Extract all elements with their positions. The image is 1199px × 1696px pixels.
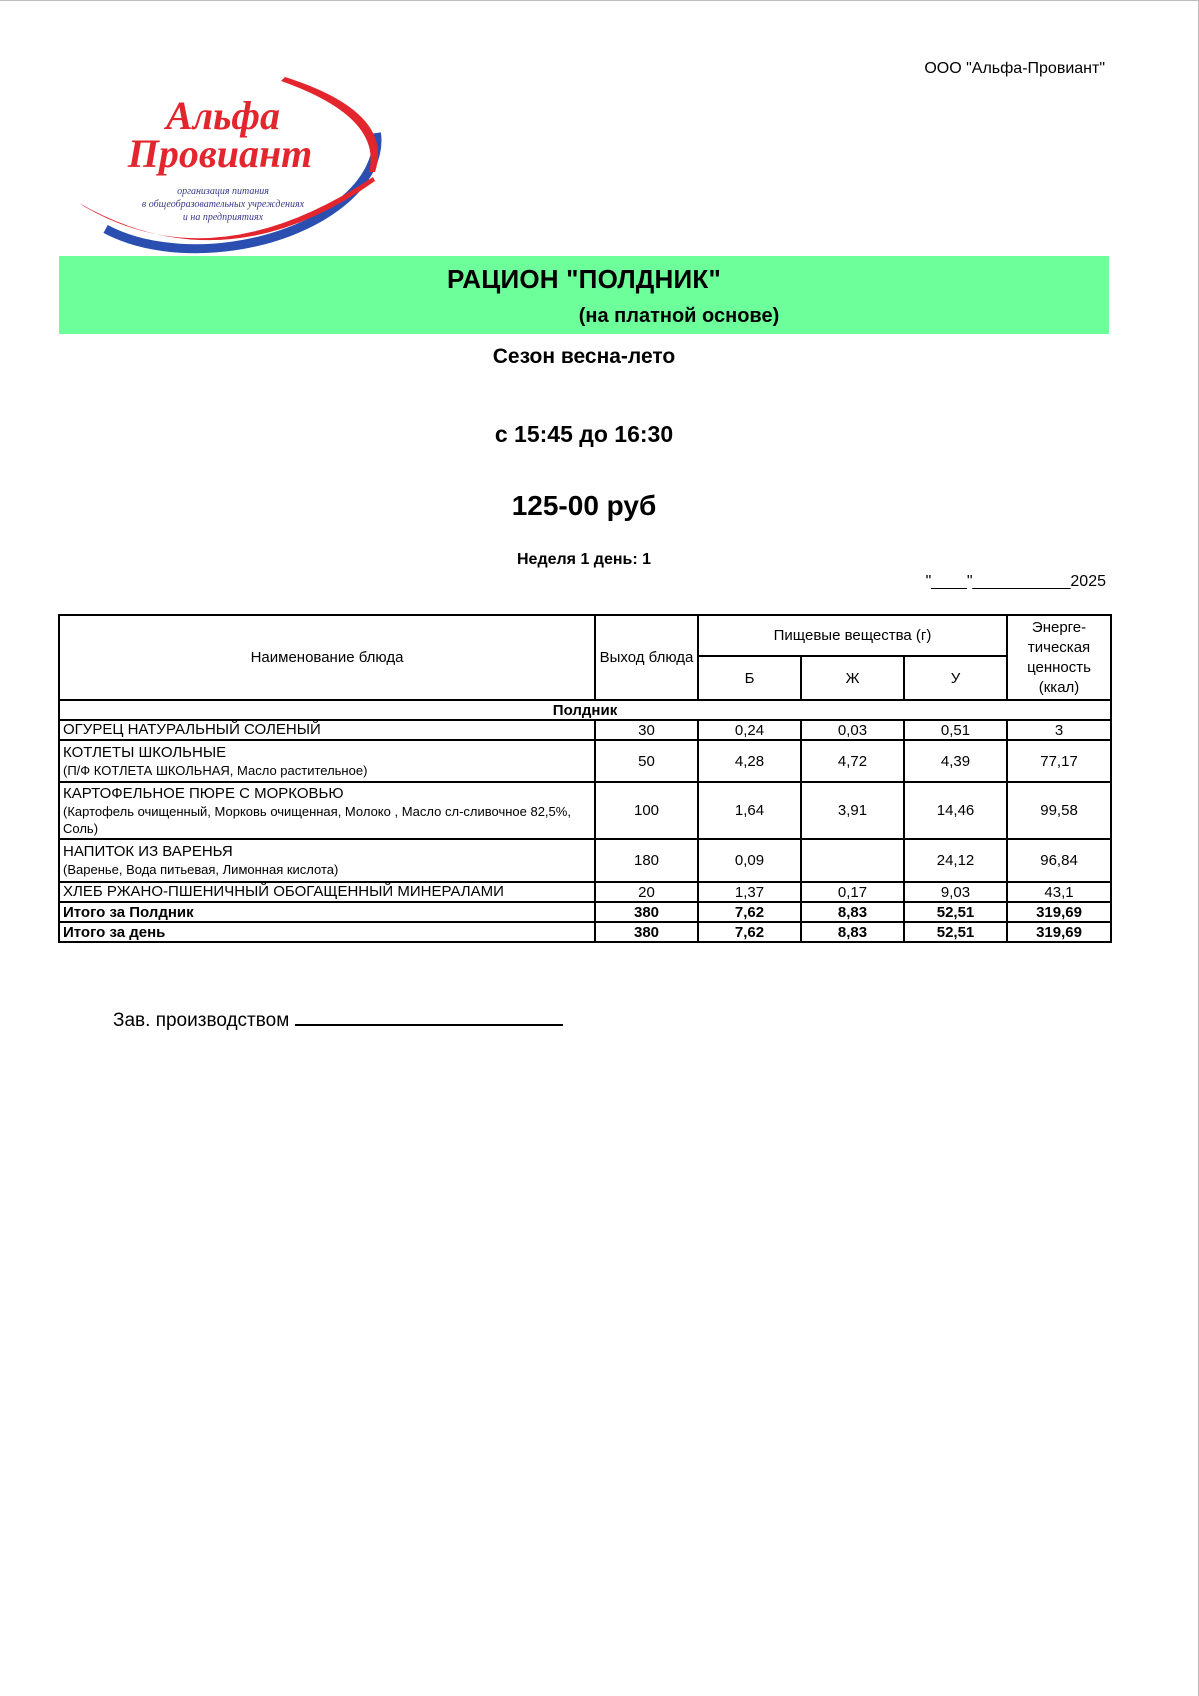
price-label: 125-00 руб <box>511 490 657 521</box>
dish-yield: 50 <box>595 740 698 782</box>
dish-yield: 30 <box>595 720 698 740</box>
dish-protein: 4,28 <box>698 740 801 782</box>
dish-kcal: 96,84 <box>1007 839 1111 882</box>
section-row <box>59 700 1111 720</box>
header-dish-name: Наименование блюда <box>59 615 595 700</box>
ration-title: РАЦИОН "ПОЛДНИК" <box>447 264 721 294</box>
total-row <box>59 922 1111 942</box>
dish-yield: 100 <box>595 782 698 839</box>
ration-subtitle: (на платной основе) <box>578 305 780 327</box>
dish-fat: 3,91 <box>801 782 904 839</box>
logo-line1: Альфа <box>165 93 281 138</box>
total-yield: 380 <box>595 922 698 942</box>
dish-components: (Картофель очищенный, Морковь очищенная, Молоко , Масло сл-сливочное 82,5%, Соль) <box>63 803 571 836</box>
total-protein: 7,62 <box>698 902 801 922</box>
date-field: "____"___________2025 <box>925 573 1106 590</box>
page-border-top <box>0 0 1199 1</box>
total-label: Итого за день <box>59 922 595 942</box>
logo-tagline3: и на предприятиях <box>182 212 264 223</box>
header-fat: Ж <box>801 656 904 700</box>
dish-yield: 180 <box>595 839 698 882</box>
dish-carbs: 9,03 <box>904 882 1007 902</box>
table-row <box>59 882 1111 902</box>
dish-fat <box>801 839 904 882</box>
signature-line <box>295 1006 563 1026</box>
header-nutrients: Пищевые вещества (г) <box>698 615 1007 656</box>
section-label: Полдник <box>59 700 1111 720</box>
table-row <box>59 782 1111 839</box>
header-row <box>59 615 1111 656</box>
table-row <box>59 839 1111 882</box>
company-logo <box>55 57 390 262</box>
dish-yield: 20 <box>595 882 698 902</box>
dish-components: (П/Ф КОТЛЕТА ШКОЛЬНАЯ, Масло растительное) <box>63 762 368 778</box>
header-carbs: У <box>904 656 1007 700</box>
logo-tagline2: в общеобразовательных учреждениях <box>141 199 305 210</box>
total-yield: 380 <box>595 902 698 922</box>
total-carbs: 52,51 <box>904 922 1007 942</box>
dish-components: (Варенье, Вода питьевая, Лимонная кислота) <box>63 862 339 877</box>
dish-kcal: 43,1 <box>1007 882 1111 902</box>
logo-tagline1: организация питания <box>177 186 269 197</box>
dish-fat: 0,03 <box>801 720 904 740</box>
table-row <box>59 720 1111 740</box>
dish-kcal: 77,17 <box>1007 740 1111 782</box>
dish-carbs: 0,51 <box>904 720 1007 740</box>
logo-graphic <box>55 57 390 262</box>
title-banner <box>59 256 1109 334</box>
dish-protein: 1,64 <box>698 782 801 839</box>
total-fat: 8,83 <box>801 922 904 942</box>
dish-protein: 0,24 <box>698 720 801 740</box>
dish-name-cell <box>59 720 595 740</box>
signature-block <box>113 1006 563 1032</box>
dish-carbs: 4,39 <box>904 740 1007 782</box>
time-range: с 15:45 до 16:30 <box>494 421 674 447</box>
signature-label: Зав. производством <box>113 1010 290 1031</box>
menu-table <box>58 614 1112 943</box>
dish-name: КАРТОФЕЛЬНОЕ ПЮРЕ С МОРКОВЬЮ <box>63 784 344 802</box>
logo-line2: Провиант <box>127 131 313 176</box>
dish-carbs: 24,12 <box>904 839 1007 882</box>
dish-name: НАПИТОК ИЗ ВАРЕНЬЯ <box>63 843 233 860</box>
dish-kcal: 99,58 <box>1007 782 1111 839</box>
header-yield: Выход блюда <box>595 615 698 700</box>
dish-name-cell <box>59 740 595 782</box>
total-kcal: 319,69 <box>1007 922 1111 942</box>
total-fat: 8,83 <box>801 902 904 922</box>
dish-name: КОТЛЕТЫ ШКОЛЬНЫЕ <box>63 743 227 761</box>
dish-protein: 0,09 <box>698 839 801 882</box>
week-day-label: Неделя 1 день: 1 <box>516 551 652 568</box>
season-label: Сезон весна-лето <box>492 345 676 368</box>
header-energy: Энерге-тическая ценность (ккал) <box>1007 615 1111 700</box>
table-row <box>59 740 1111 782</box>
dish-fat: 0,17 <box>801 882 904 902</box>
total-kcal: 319,69 <box>1007 902 1111 922</box>
dish-name: ОГУРЕЦ НАТУРАЛЬНЫЙ СОЛЕНЫЙ <box>63 721 321 738</box>
dish-carbs: 14,46 <box>904 782 1007 839</box>
total-row <box>59 902 1111 922</box>
dish-kcal: 3 <box>1007 720 1111 740</box>
total-protein: 7,62 <box>698 922 801 942</box>
dish-name-cell <box>59 782 595 839</box>
dish-name: ХЛЕБ РЖАНО-ПШЕНИЧНЫЙ ОБОГАЩЕННЫЙ МИНЕРАЛАМИ <box>63 883 504 900</box>
dish-name-cell <box>59 882 595 902</box>
dish-fat: 4,72 <box>801 740 904 782</box>
company-name: ООО "Альфа-Провиант" <box>924 60 1105 77</box>
header-protein: Б <box>698 656 801 700</box>
dish-protein: 1,37 <box>698 882 801 902</box>
total-carbs: 52,51 <box>904 902 1007 922</box>
dish-name-cell <box>59 839 595 882</box>
total-label: Итого за Полдник <box>59 902 595 922</box>
